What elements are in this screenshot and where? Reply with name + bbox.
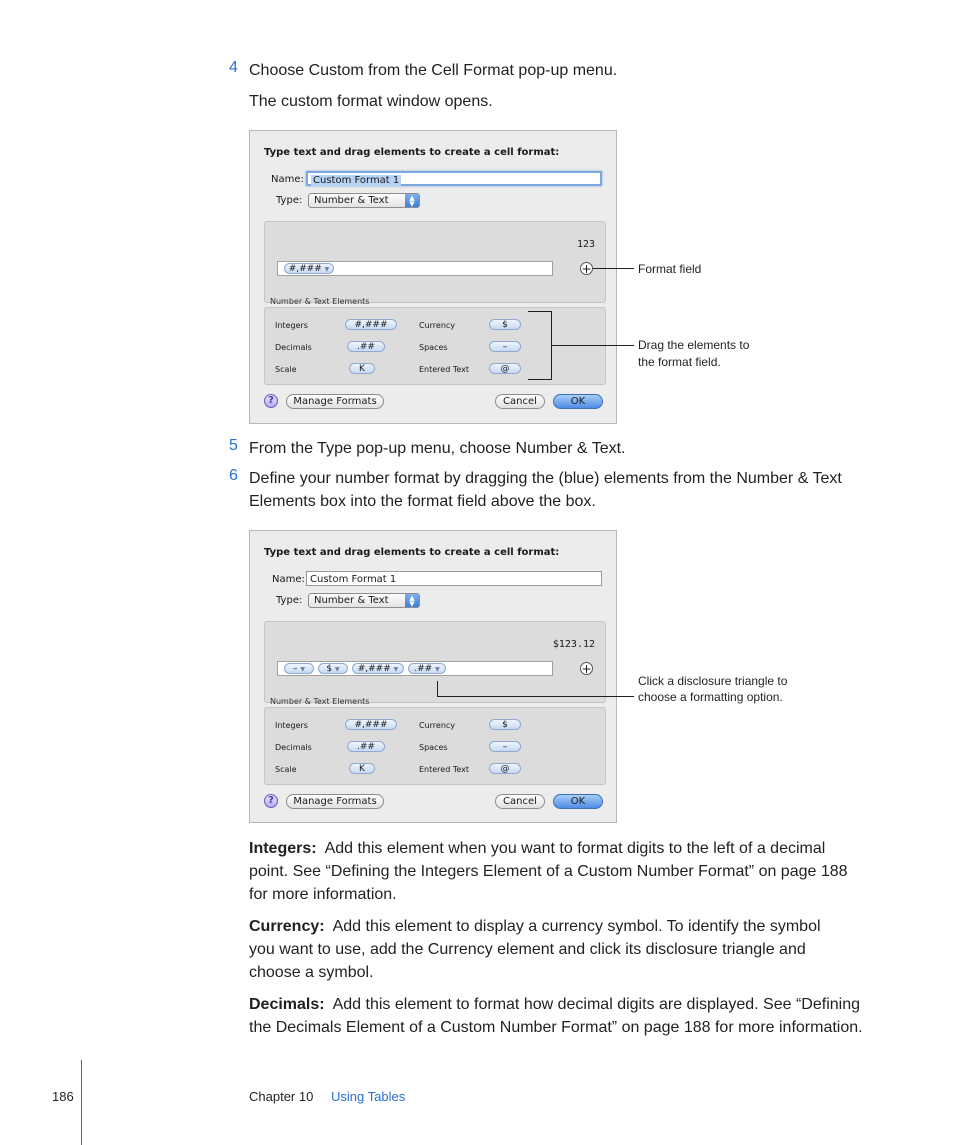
scale-element[interactable]: K (349, 363, 375, 374)
format-token[interactable]: – ▼ (284, 663, 314, 674)
step-text: Choose Custom from the Cell Format pop-up menu. (249, 62, 618, 79)
decimals-label: Decimals (275, 743, 312, 752)
definition-term: Decimals: (249, 996, 325, 1013)
format-token[interactable]: .## ▼ (408, 663, 446, 674)
dialog-heading: Type text and drag elements to create a cell format: (264, 547, 560, 558)
disclosure-triangle-icon: ▼ (393, 666, 399, 673)
drag-callout-line2: the format field. (638, 355, 721, 369)
type-value: Number & Text (314, 195, 389, 206)
type-popup[interactable] (308, 193, 420, 208)
bracket-bottom (528, 379, 552, 380)
format-token[interactable]: #,### ▼ (284, 263, 334, 274)
currency-label: Currency (419, 721, 456, 730)
definition-decimals: Decimals: Add this element to format how decimal digits are displayed. See “Defining the Decimals Element of a Custom Number Format” on page 188 for more information. (249, 996, 863, 1036)
spaces-label: Spaces (419, 343, 448, 352)
spaces-element[interactable]: – (489, 341, 521, 352)
format-field[interactable] (277, 261, 553, 276)
step-text-line1: Define your number format by dragging the (blue) elements from the Number & Text (249, 470, 842, 487)
name-label: Name: (271, 174, 304, 185)
scale-label: Scale (275, 365, 297, 374)
integers-element[interactable]: #,### (345, 719, 397, 730)
callout-line (551, 345, 634, 346)
step-note: The custom format window opens. (249, 93, 493, 110)
footer-divider (81, 1060, 82, 1145)
ok-button[interactable]: OK (553, 394, 603, 409)
format-field-callout: Format field (638, 262, 702, 276)
name-value: Custom Format 1 (313, 175, 400, 186)
type-label: Type: (276, 595, 303, 606)
format-box (264, 621, 606, 703)
name-field[interactable] (306, 571, 602, 586)
drag-callout-line1: Drag the elements to (638, 338, 750, 352)
ok-button[interactable]: OK (553, 794, 603, 809)
disclosure-triangle-icon: ▼ (324, 266, 330, 273)
page-number: 186 (52, 1089, 74, 1104)
entered-text-label: Entered Text (419, 765, 470, 774)
custom-format-dialog (249, 530, 617, 823)
elements-section-label: Number & Text Elements (270, 697, 370, 706)
step-text-line2: Elements box into the format field above the box. (249, 493, 596, 510)
scale-label: Scale (275, 765, 297, 774)
manage-formats-button[interactable]: Manage Formats (286, 794, 384, 809)
chapter-label: Chapter 10 (249, 1089, 314, 1104)
integers-label: Integers (275, 321, 308, 330)
integers-element[interactable]: #,### (345, 319, 397, 330)
add-icon[interactable]: + (581, 662, 592, 676)
format-preview: $123.12 (552, 639, 595, 650)
manage-formats-button[interactable]: Manage Formats (286, 394, 384, 409)
currency-element[interactable]: $ (489, 719, 521, 730)
format-preview: 123 (576, 239, 595, 250)
entered-text-element[interactable]: @ (489, 363, 521, 374)
definition-term: Integers: (249, 840, 317, 857)
decimals-element[interactable]: .## (347, 741, 385, 752)
currency-label: Currency (419, 321, 456, 330)
disclosure-triangle-icon: ▼ (300, 666, 305, 673)
name-value: Custom Format 1 (310, 574, 397, 585)
callout-line (437, 696, 634, 697)
callout-line (437, 681, 438, 697)
format-token[interactable]: #,### ▼ (352, 663, 404, 674)
format-token[interactable]: $ ▼ (318, 663, 348, 674)
currency-element[interactable]: $ (489, 319, 521, 330)
disclosure-triangle-icon: ▼ (334, 666, 340, 673)
definition-term: Currency: (249, 918, 325, 935)
entered-text-label: Entered Text (419, 365, 470, 374)
type-label: Type: (276, 195, 303, 206)
elements-box (264, 307, 606, 385)
add-icon[interactable]: + (581, 262, 592, 276)
chapter-link[interactable]: Using Tables (331, 1089, 406, 1104)
disclosure-callout-line1: Click a disclosure triangle to (638, 674, 788, 688)
custom-format-dialog (249, 130, 617, 424)
popup-arrows-icon: ▲ ▼ (405, 594, 419, 607)
name-label: Name: (272, 574, 305, 585)
step-text: From the Type pop-up menu, choose Number & Text. (249, 440, 626, 457)
type-value: Number & Text (314, 595, 389, 606)
help-icon[interactable]: ? (264, 794, 278, 808)
disclosure-callout-line2: choose a formatting option. (638, 690, 783, 704)
integers-label: Integers (275, 721, 308, 730)
name-field[interactable] (306, 171, 602, 186)
spaces-element[interactable]: – (489, 741, 521, 752)
definition-integers: Integers: Add this element when you want to format digits to the left of a decimal point. See “Defining the Integers Element of a Custom Number Format” on page 188 for more information. (249, 840, 848, 903)
step-number: 6 (229, 467, 238, 484)
format-field[interactable] (277, 661, 553, 676)
spaces-label: Spaces (419, 743, 448, 752)
cancel-button[interactable]: Cancel (495, 794, 545, 809)
elements-section-label: Number & Text Elements (270, 297, 370, 306)
dialog-heading: Type text and drag elements to create a cell format: (264, 147, 560, 158)
popup-arrows-icon: ▲ ▼ (405, 194, 419, 207)
definition-currency: Currency: Add this element to display a currency symbol. To identify the symbol you want to use, add the Currency element and click its disclosure triangle and choose a symbol. (249, 918, 821, 981)
entered-text-element[interactable]: @ (489, 763, 521, 774)
decimals-element[interactable]: .## (347, 341, 385, 352)
disclosure-triangle-icon: ▼ (435, 666, 440, 673)
type-popup[interactable] (308, 593, 420, 608)
decimals-label: Decimals (275, 343, 312, 352)
callout-line (593, 268, 634, 269)
step-number: 4 (229, 59, 238, 76)
cancel-button[interactable]: Cancel (495, 394, 545, 409)
help-icon[interactable]: ? (264, 394, 278, 408)
bracket-top (528, 311, 552, 312)
scale-element[interactable]: K (349, 763, 375, 774)
step-number: 5 (229, 437, 238, 454)
elements-box (264, 707, 606, 785)
format-box (264, 221, 606, 303)
